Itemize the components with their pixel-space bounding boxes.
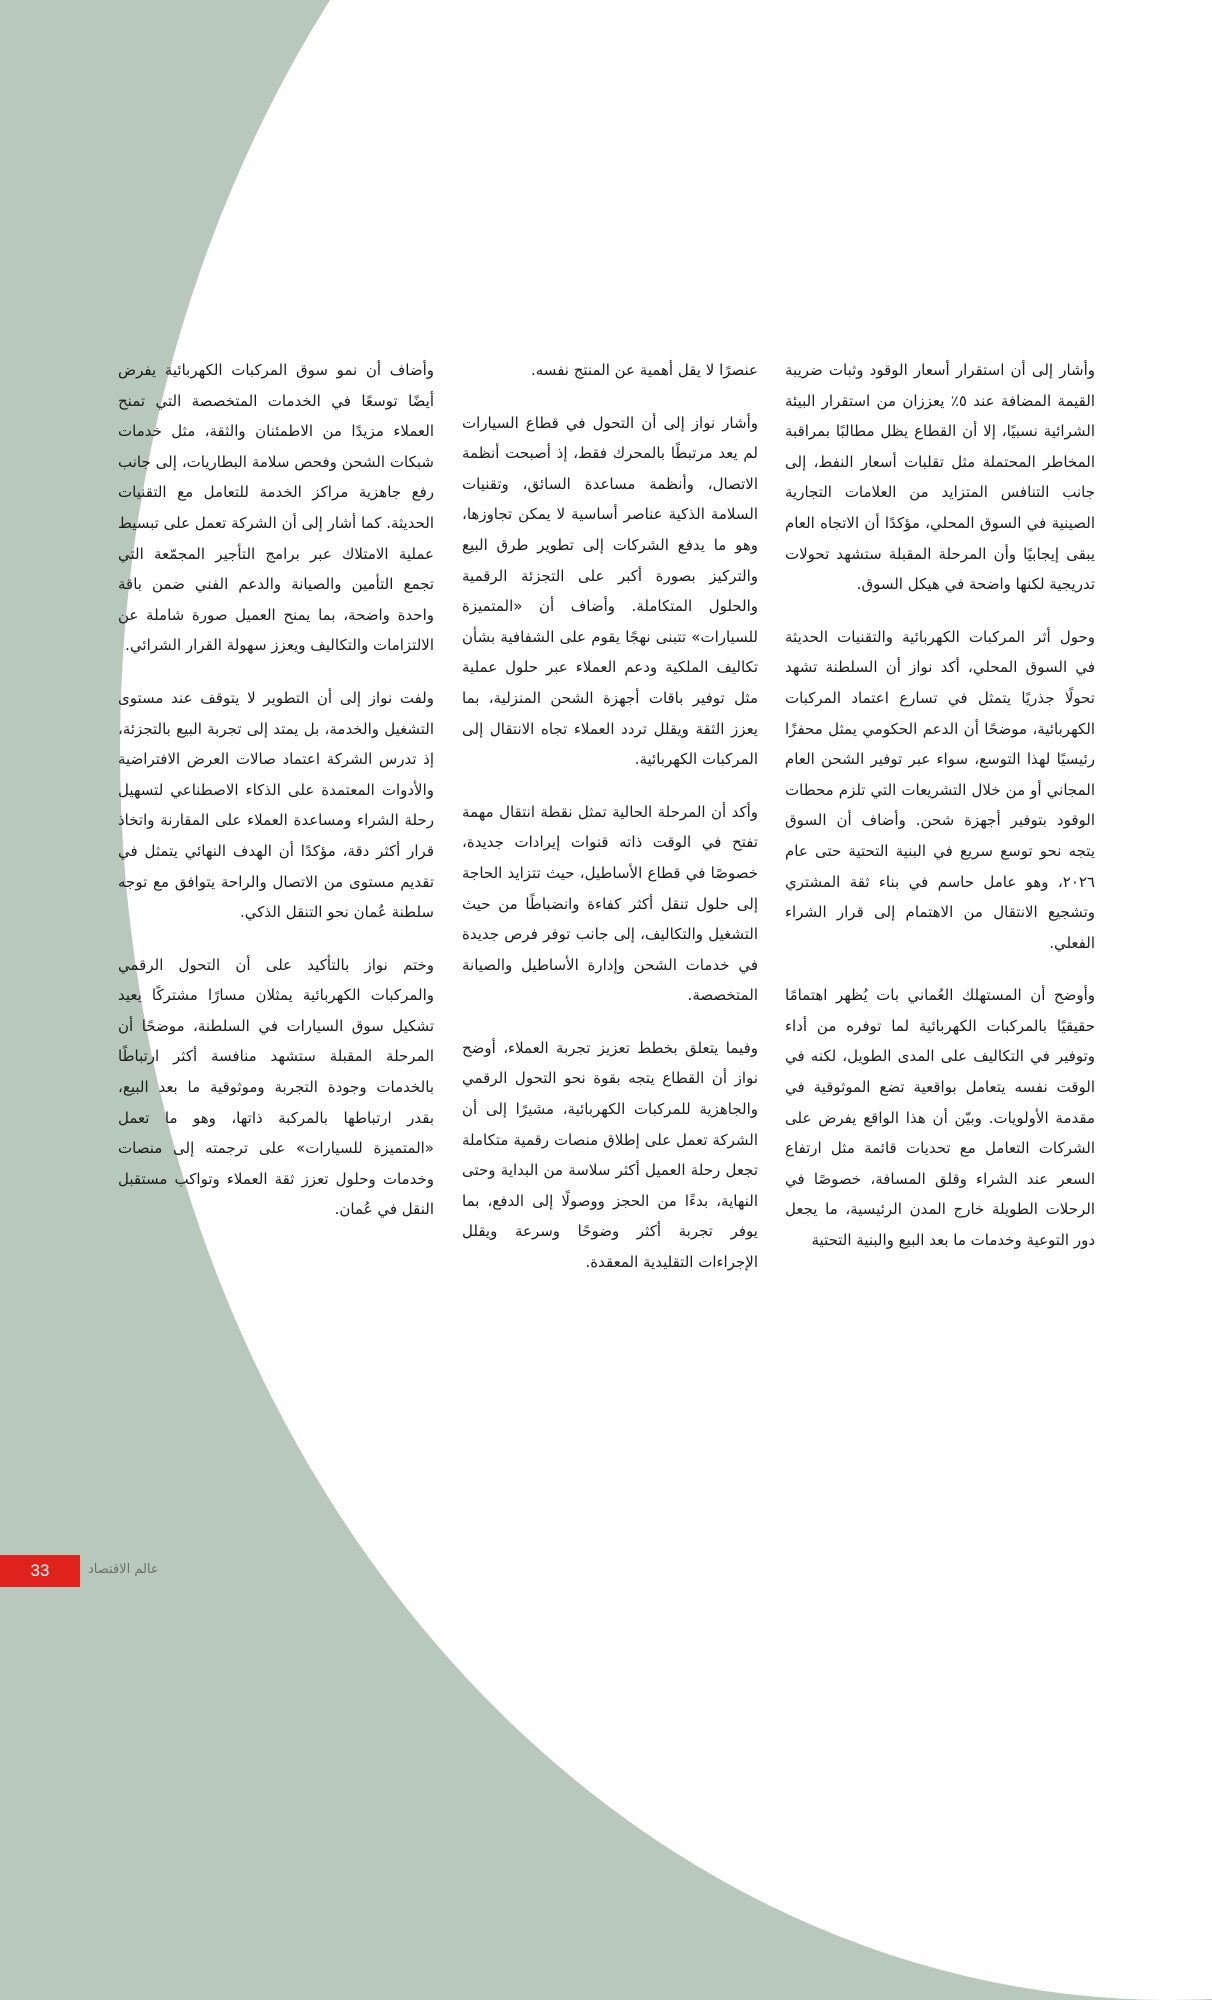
paragraph: وأكد أن المرحلة الحالية تمثل نقطة انتقال مهمة تفتح في الوقت ذاته قنوات إيرادات جديدة، خصوصًا في قطاع الأساطيل، حيث تتزايد الحاجة إلى حلول تنقل أكثر كفاءة وانضباطًا من حيث التشغيل والتكاليف، إلى جانب توفر فرص جديدة في خدمات الشحن وإدارة الأساطيل والصيانة المتخصصة. <box>462 802 758 1005</box>
paragraph: وأوضح أن المستهلك العُماني بات يُظهر اهتمامًا حقيقيًا بالمركبات الكهربائية لما توفره من أداء وتوفير في التكاليف على المدى الطويل، لكنه في الوقت نفسه يتعامل بواقعية تضع الموثوقية في مقدمة الأولويات. وبيّن أن هذا الواقع يفرض على الشركات التعامل مع تحديات قائمة مثل ارتفاع السعر عند الشراء وقلق المسافة، خصوصًا في الرحلات الطويلة خارج المدن الرئيسية، ما يجعل دور التوعية وخدمات ما بعد البيع والبنية التحتية <box>785 986 1095 1250</box>
paragraph: ولفت نواز إلى أن التطوير لا يتوقف عند مستوى التشغيل والخدمة، بل يمتد إلى تجربة البيع بالتجزئة، إذ تدرس الشركة اعتماد صالات العرض الافتراضية والأدوات المعتمدة على الذكاء الاصطناعي لتسهيل رحلة الشراء ومساعدة العملاء على المقارنة واتخاذ قرار أكثر دقة، مؤكدًا أن الهدف النهائي يتمثل في تقديم مستوى من الاتصال والراحة يتوافق مع توجه سلطنة عُمان نحو التنقل الذكي. <box>118 688 434 922</box>
article-column-left <box>118 355 434 1247</box>
paragraph: وأشار نواز إلى أن التحول في قطاع السيارات لم يعد مرتبطًا بالمحرك فقط، إذ أصبحت أنظمة الاتصال، وأنظمة مساعدة السائق، وتقنيات السلامة الذكية عناصر أساسية لا يمكن تجاوزها، وهو ما يدفع الشركات إلى تطوير طرق البيع والتركيز بصورة أكبر على التجزئة الرقمية والحلول المتكاملة. وأضاف أن «المتميزة للسيارات» تتبنى نهجًا يقوم على الشفافية بشأن تكاليف الملكية ودعم العملاء عبر حلول عملية مثل توفير باقات أجهزة الشحن المنزلية، بما يعزز الثقة ويقلل تردد العملاء تجاه الانتقال إلى المركبات الكهربائية. <box>462 413 758 769</box>
paragraph: وفيما يتعلق بخطط تعزيز تجربة العملاء، أوضح نواز أن القطاع يتجه بقوة نحو التحول الرقمي والجاهزية للمركبات الكهربائية، مشيرًا إلى أن الشركة تعمل على إطلاق منصات رقمية متكاملة تجعل رحلة العميل أكثر سلاسة من البداية وحتى النهاية، بدءًا من الحجز ووصولًا إلى الدفع، بما يوفر تجربة أكثر وضوحًا وسرعة ويقلل الإجراءات التقليدية المعقدة. <box>462 1038 758 1272</box>
article-column-middle <box>462 355 758 1300</box>
paragraph: وأضاف أن نمو سوق المركبات الكهربائية يفرض أيضًا توسعًا في الخدمات المتخصصة التي تمنح العملاء مزيدًا من الاطمئنان والثقة، مثل خدمات شبكات الشحن وفحص سلامة البطاريات، إلى جانب رفع جاهزية مراكز الخدمة للتعامل مع التقنيات الحديثة. كما أشار إلى أن الشركة تعمل على تبسيط عملية الامتلاك عبر برامج التأجير المجمّعة التي تجمع التأمين والصيانة والدعم الفني ضمن باقة واحدة واضحة، بما يمنح العميل صورة شاملة عن الالتزامات والتكاليف ويعزز سهولة القرار الشرائي. <box>118 361 434 655</box>
paragraph: وأشار إلى أن استقرار أسعار الوقود وثبات ضريبة القيمة المضافة عند ٥٪ يعززان من استقرار البيئة الشرائية نسبيًا، إلا أن القطاع يظل مطالبًا بمراقبة المخاطر المحتملة مثل تقلبات أسعار النفط، إلى جانب التنافس المتزايد من العلامات التجارية الصينية في السوق المحلي، مؤكدًا أن الاتجاه العام يبقى إيجابيًا وأن المرحلة المقبلة ستشهد تحولات تدريجية لكنها واضحة في هيكل السوق. <box>785 361 1096 594</box>
paragraph: وحول أثر المركبات الكهربائية والتقنيات الحديثة في السوق المحلي، أكد نواز أن السلطنة تشهد تحولًا جذريًا يتمثل في تسارع اعتماد المركبات الكهربائية، موضحًا أن الدعم الحكومي يمثل محفزًا رئيسيًا لهذا التوسع، سواء عبر توفير الشحن العام المجاني أو من خلال التشريعات التي تلزم محطات الوقود بتوفير أجهزة شحن. وأضاف أن السوق يتجه نحو توسع سريع في البنية التحتية حتى عام ٢٠٢٦، وهو عامل حاسم في بناء ثقة المشتري وتشجيع الانتقال من الاهتمام إلى قرار الشراء الفعلي. <box>785 627 1095 952</box>
paragraph: عنصرًا لا يقل أهمية عن المنتج نفسه. <box>531 361 758 379</box>
page-number: 33 <box>0 1555 80 1587</box>
article-column-right <box>785 355 1095 1278</box>
paragraph: وختم نواز بالتأكيد على أن التحول الرقمي والمركبات الكهربائية يمثلان مسارًا مشتركًا يعيد تشكيل سوق السيارات في السلطنة، موضحًا أن المرحلة المقبلة ستشهد منافسة أكثر ارتباطًا بالخدمات وجودة التجربة وموثوقية ما بعد البيع، بقدر ارتباطها بالمركبة ذاتها، وهو ما تعمل «المتميزة للسيارات» على ترجمته إلى منصات وخدمات وحلول تعزز ثقة العملاء وتواكب مستقبل النقل في عُمان. <box>118 955 434 1219</box>
magazine-name: عالم الاقتصاد <box>88 1562 159 1577</box>
